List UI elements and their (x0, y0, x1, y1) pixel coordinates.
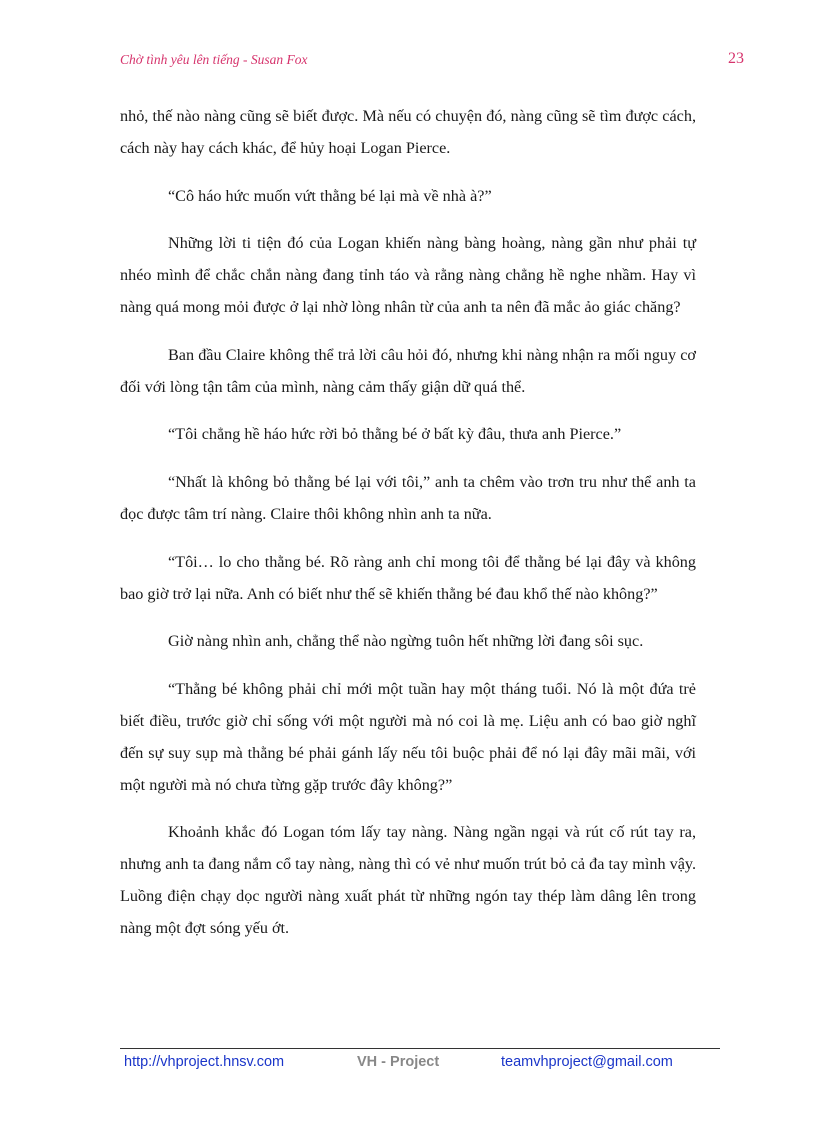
paragraph: Những lời ti tiện đó của Logan khiến nàng bàng hoàng, nàng gần như phải tự nhéo mình để chắc chắn nàng đang tỉnh táo và rằng nàng chẳng hề nghe nhầm. Hay vì nàng quá mong mỏi được ở lại nhờ lòng nhân từ của anh ta nên đã mắc ảo giác chăng? (120, 234, 696, 316)
paragraph: “Thằng bé không phải chỉ mới một tuần hay một tháng tuổi. Nó là một đứa trẻ biết điều, trước giờ chỉ sống với một người mà nó coi là mẹ. Liệu anh có bao giờ nghĩ đến sự suy sụp mà thằng bé phải gánh lấy nếu tôi buộc phải để nó lại đây mãi mãi, với một người mà nó chưa từng gặp trước đây không?” (120, 680, 696, 794)
paragraph-continued: nhỏ, thế nào nàng cũng sẽ biết được. Mà nếu có chuyện đó, nàng cũng sẽ tìm được cách, cách này hay cách khác, để hủy hoại Logan Pierce. (120, 107, 696, 157)
book-title: Chờ tình yêu lên tiếng - Susan Fox (120, 52, 308, 67)
page-header (120, 52, 744, 74)
page-number: 23 (728, 50, 744, 67)
paragraph: “Nhất là không bỏ thằng bé lại với tôi,” anh ta chêm vào trơn tru như thể anh ta đọc được tâm trí nàng. Claire thôi không nhìn anh ta nữa. (120, 473, 696, 523)
paragraph: “Tôi… lo cho thằng bé. Rõ ràng anh chỉ mong tôi để thằng bé lại đây và không bao giờ trở lại nữa. Anh có biết như thế sẽ khiến thằng bé đau khổ thế nào không?” (120, 552, 696, 603)
paragraph: “Tôi chẳng hề háo hức rời bỏ thằng bé ở bất kỳ đâu, thưa anh Pierce.” (168, 425, 622, 444)
paragraph: Giờ nàng nhìn anh, chẳng thể nào ngừng tuôn hết những lời đang sôi sục. (168, 632, 644, 651)
footer-email-link[interactable]: teamvhproject@gmail.com (501, 1054, 673, 1070)
paragraph: Ban đầu Claire không thể trả lời câu hỏi đó, nhưng khi nàng nhận ra mối nguy cơ đối với lòng tận tâm của mình, nàng cảm thấy giận dữ quá thể. (120, 345, 696, 396)
paragraph: “Cô háo hức muốn vứt thằng bé lại mà về nhà à?” (168, 186, 492, 205)
paragraph: Khoảnh khắc đó Logan tóm lấy tay nàng. Nàng ngần ngại và rút cố rút tay ra, nhưng anh ta đang nắm cổ tay nàng, nàng thì có vẻ như muốn trút bỏ cả đa tay mình vậy. Luồng điện chạy dọc người nàng xuất phát từ những ngón tay thép làm dâng lên trong nàng một đợt sóng yếu ớt. (120, 823, 696, 937)
footer-project-name: VH - Project (357, 1054, 440, 1070)
page-footer (124, 1054, 720, 1074)
page-body (120, 101, 696, 961)
footer-url-link[interactable]: http://vhproject.hnsv.com (124, 1054, 285, 1070)
footer-divider (120, 1048, 720, 1049)
